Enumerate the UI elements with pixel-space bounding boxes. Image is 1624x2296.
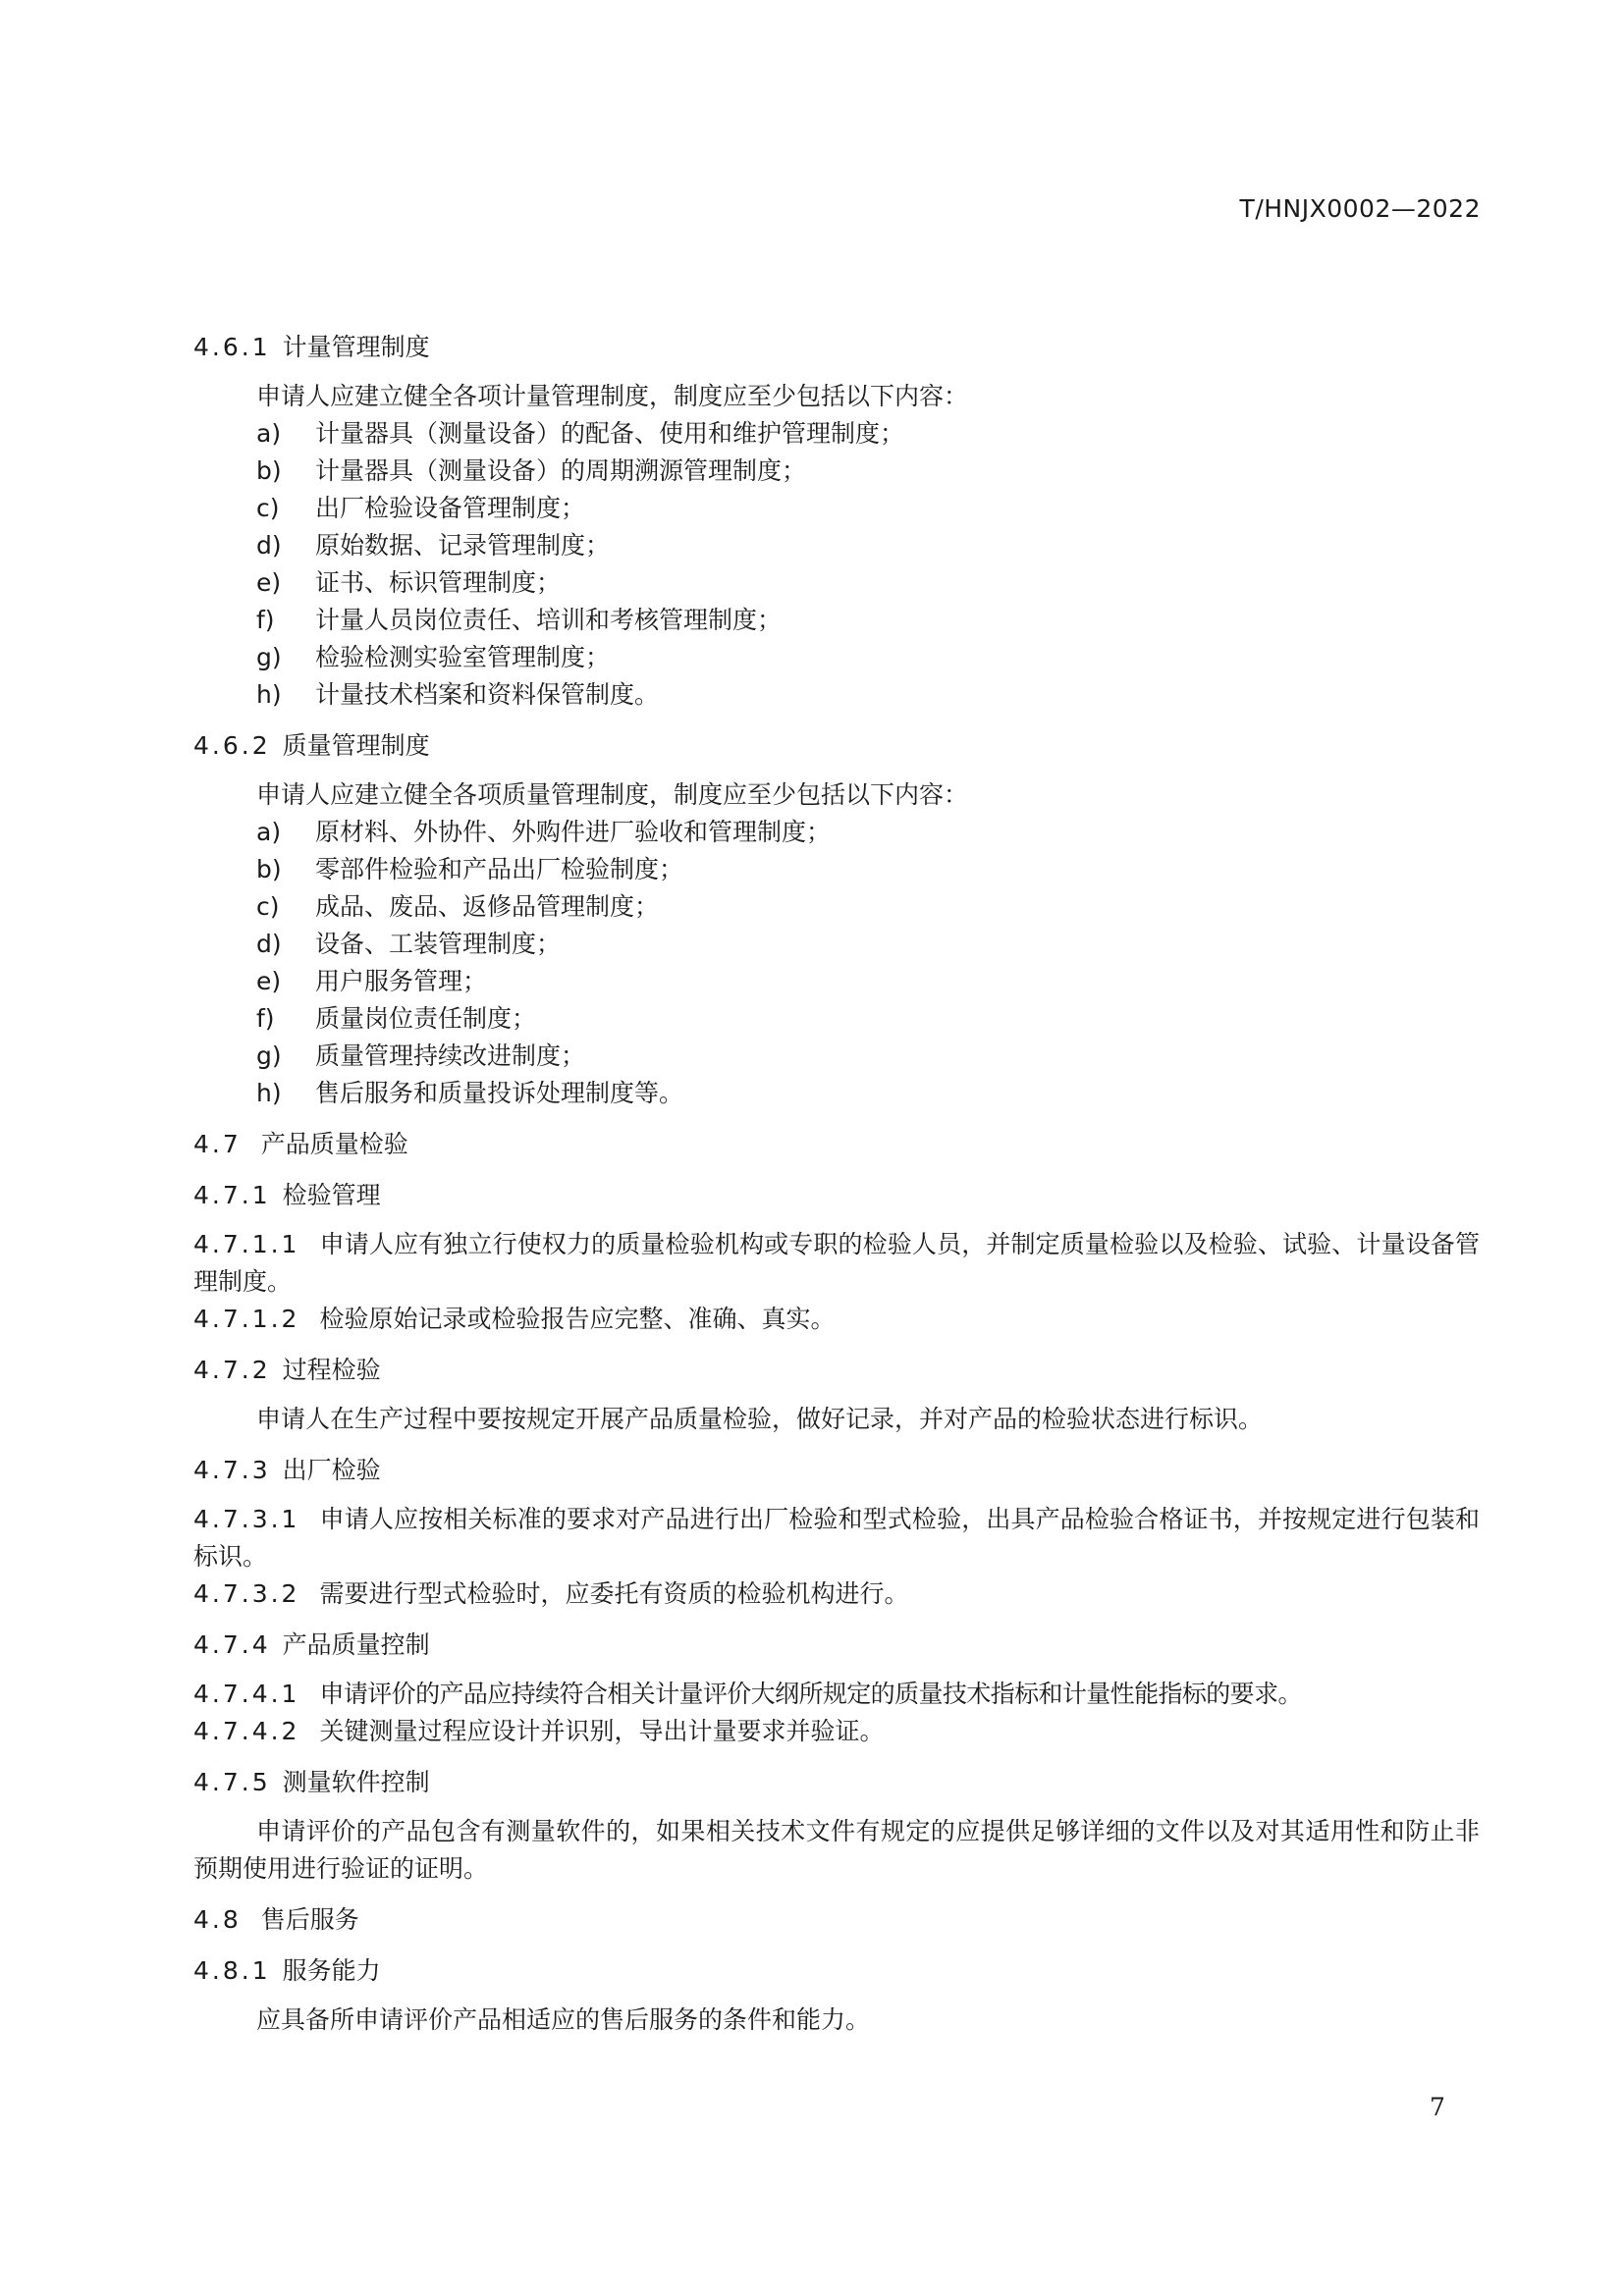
list-text: 计量器具（测量设备）的周期溯源管理制度；: [315, 456, 807, 485]
list-label: c): [256, 494, 280, 522]
list-text: 出厂检验设备管理制度；: [315, 494, 586, 522]
standard-number: T/HNJX0002—2022: [1239, 194, 1481, 223]
list-label: f): [256, 606, 275, 634]
list-text: 质量管理持续改进制度；: [315, 1041, 586, 1070]
section-title: 服务能力: [282, 1956, 381, 1985]
clause-number: 4.7.1.2: [193, 1305, 300, 1333]
list-text: 证书、标识管理制度；: [315, 568, 562, 597]
section-title: 测量软件控制: [282, 1768, 430, 1796]
list-label: f): [256, 1004, 275, 1033]
clause-4-7-3-2: [193, 1575, 1480, 1613]
list-label: c): [256, 892, 280, 921]
section-title: 检验管理: [282, 1181, 381, 1209]
list-label: d): [256, 531, 282, 560]
section-title: 产品质量控制: [282, 1630, 430, 1659]
clause-number: 4.7.1.1: [193, 1230, 300, 1258]
list-item: [193, 527, 1480, 564]
section-heading-4-7-3: [193, 1452, 1480, 1489]
list-label: e): [256, 967, 282, 995]
list-text: 用户服务管理；: [315, 967, 488, 995]
section-number: 4.7.2: [193, 1356, 271, 1384]
clause-text: 检验原始记录或检验报告应完整、准确、真实。: [319, 1305, 836, 1333]
section-heading-4-7-2: [193, 1352, 1480, 1389]
section-heading-4-7-5: [193, 1764, 1480, 1801]
section-heading-4-7: [193, 1126, 1480, 1163]
clause-text: 申请评价的产品应持续符合相关计量评价大纲所规定的质量技术指标和计量性能指标的要求。: [319, 1680, 1302, 1708]
section-heading-4-6-2: [193, 727, 1480, 765]
list-label: a): [256, 818, 282, 846]
section-intro: 申请人应建立健全各项质量管理制度，制度应至少包括以下内容：: [256, 780, 969, 809]
list-item: [193, 963, 1480, 1000]
list-text: 检验检测实验室管理制度；: [315, 643, 611, 671]
list-label: b): [256, 855, 282, 883]
clause-text: 申请人应有独立行使权力的质量检验机构或专职的检验人员，并制定质量检验以及检验、试验、计量设备管理制度。: [193, 1230, 1480, 1296]
section-number: 4.6.2: [193, 731, 271, 760]
list-item: [193, 926, 1480, 963]
list-item: [193, 1075, 1480, 1112]
list-label: h): [256, 680, 282, 709]
section-title: 计量管理制度: [282, 333, 430, 361]
section-number: 4.7.5: [193, 1768, 271, 1796]
document-body: [193, 329, 1480, 2039]
list-item: [193, 814, 1480, 851]
list-item: [193, 1038, 1480, 1075]
list-label: h): [256, 1079, 282, 1107]
list-text: 计量技术档案和资料保管制度。: [315, 680, 660, 709]
clause-text: 关键测量过程应设计并识别，导出计量要求并验证。: [319, 1717, 885, 1745]
list-item: [193, 602, 1480, 639]
list-item: [193, 490, 1480, 527]
section-paragraph: 应具备所申请评价产品相适应的售后服务的条件和能力。: [256, 2005, 871, 2034]
list-item: [193, 639, 1480, 676]
page-number: 7: [1430, 2093, 1445, 2121]
clause-4-7-4-1: [193, 1676, 1480, 1713]
section-title: 产品质量检验: [260, 1130, 408, 1158]
list-text: 成品、废品、返修品管理制度；: [315, 892, 660, 921]
list-item: [193, 888, 1480, 926]
list-text: 售后服务和质量投诉处理制度等。: [315, 1079, 684, 1107]
list-label: a): [256, 419, 282, 448]
list-text: 计量人员岗位责任、培训和考核管理制度；: [315, 606, 783, 634]
list-text: 原始数据、记录管理制度；: [315, 531, 611, 560]
list-text: 零部件检验和产品出厂检验制度；: [315, 855, 684, 883]
clause-4-7-4-2: [193, 1713, 1480, 1750]
section-heading-4-6-1: [193, 329, 1480, 366]
list-text: 原材料、外协件、外购件进厂验收和管理制度；: [315, 818, 832, 846]
section-title: 过程检验: [282, 1356, 381, 1384]
list-item: [193, 676, 1480, 714]
section-number: 4.8: [193, 1905, 242, 1934]
section-title: 出厂检验: [282, 1456, 381, 1484]
clause-text: 需要进行型式检验时，应委托有资质的检验机构进行。: [319, 1579, 909, 1608]
clause-number: 4.7.4.2: [193, 1717, 300, 1745]
clause-number: 4.7.3.1: [193, 1505, 300, 1533]
section-number: 4.6.1: [193, 333, 271, 361]
clause-text: 申请人应按相关标准的要求对产品进行出厂检验和型式检验，出具产品检验合格证书，并按规定进行包装和标识。: [193, 1505, 1480, 1571]
list-text: 质量岗位责任制度；: [315, 1004, 537, 1033]
section-heading-4-7-1: [193, 1177, 1480, 1214]
section-paragraph: 申请人在生产过程中要按规定开展产品质量检验，做好记录，并对产品的检验状态进行标识。: [256, 1405, 1264, 1433]
section-paragraph: 申请评价的产品包含有测量软件的，如果相关技术文件有规定的应提供足够详细的文件以及对其适用性和防止非预期使用进行验证的证明。: [193, 1817, 1480, 1883]
list-label: e): [256, 568, 282, 597]
list-label: b): [256, 456, 282, 485]
list-text: 计量器具（测量设备）的配备、使用和维护管理制度；: [315, 419, 905, 448]
section-number: 4.8.1: [193, 1956, 271, 1985]
clause-4-7-1-1: [193, 1226, 1480, 1301]
clause-number: 4.7.3.2: [193, 1579, 300, 1608]
list-label: g): [256, 643, 282, 671]
section-number: 4.7.1: [193, 1181, 271, 1209]
clause-4-7-1-2: [193, 1301, 1480, 1338]
list-label: g): [256, 1041, 282, 1070]
section-number: 4.7.4: [193, 1630, 271, 1659]
section-intro: 申请人应建立健全各项计量管理制度，制度应至少包括以下内容：: [256, 382, 969, 410]
list-item: [193, 453, 1480, 490]
list-item: [193, 851, 1480, 888]
list-label: d): [256, 930, 282, 958]
clause-4-7-3-1: [193, 1501, 1480, 1575]
section-heading-4-8-1: [193, 1952, 1480, 1990]
section-heading-4-8: [193, 1901, 1480, 1939]
section-number: 4.7: [193, 1130, 242, 1158]
list-text: 设备、工装管理制度；: [315, 930, 562, 958]
section-title: 售后服务: [260, 1905, 359, 1934]
section-title: 质量管理制度: [282, 731, 430, 760]
list-item: [193, 415, 1480, 453]
list-item: [193, 564, 1480, 602]
section-number: 4.7.3: [193, 1456, 271, 1484]
clause-number: 4.7.4.1: [193, 1680, 300, 1708]
list-item: [193, 1000, 1480, 1038]
section-heading-4-7-4: [193, 1627, 1480, 1664]
